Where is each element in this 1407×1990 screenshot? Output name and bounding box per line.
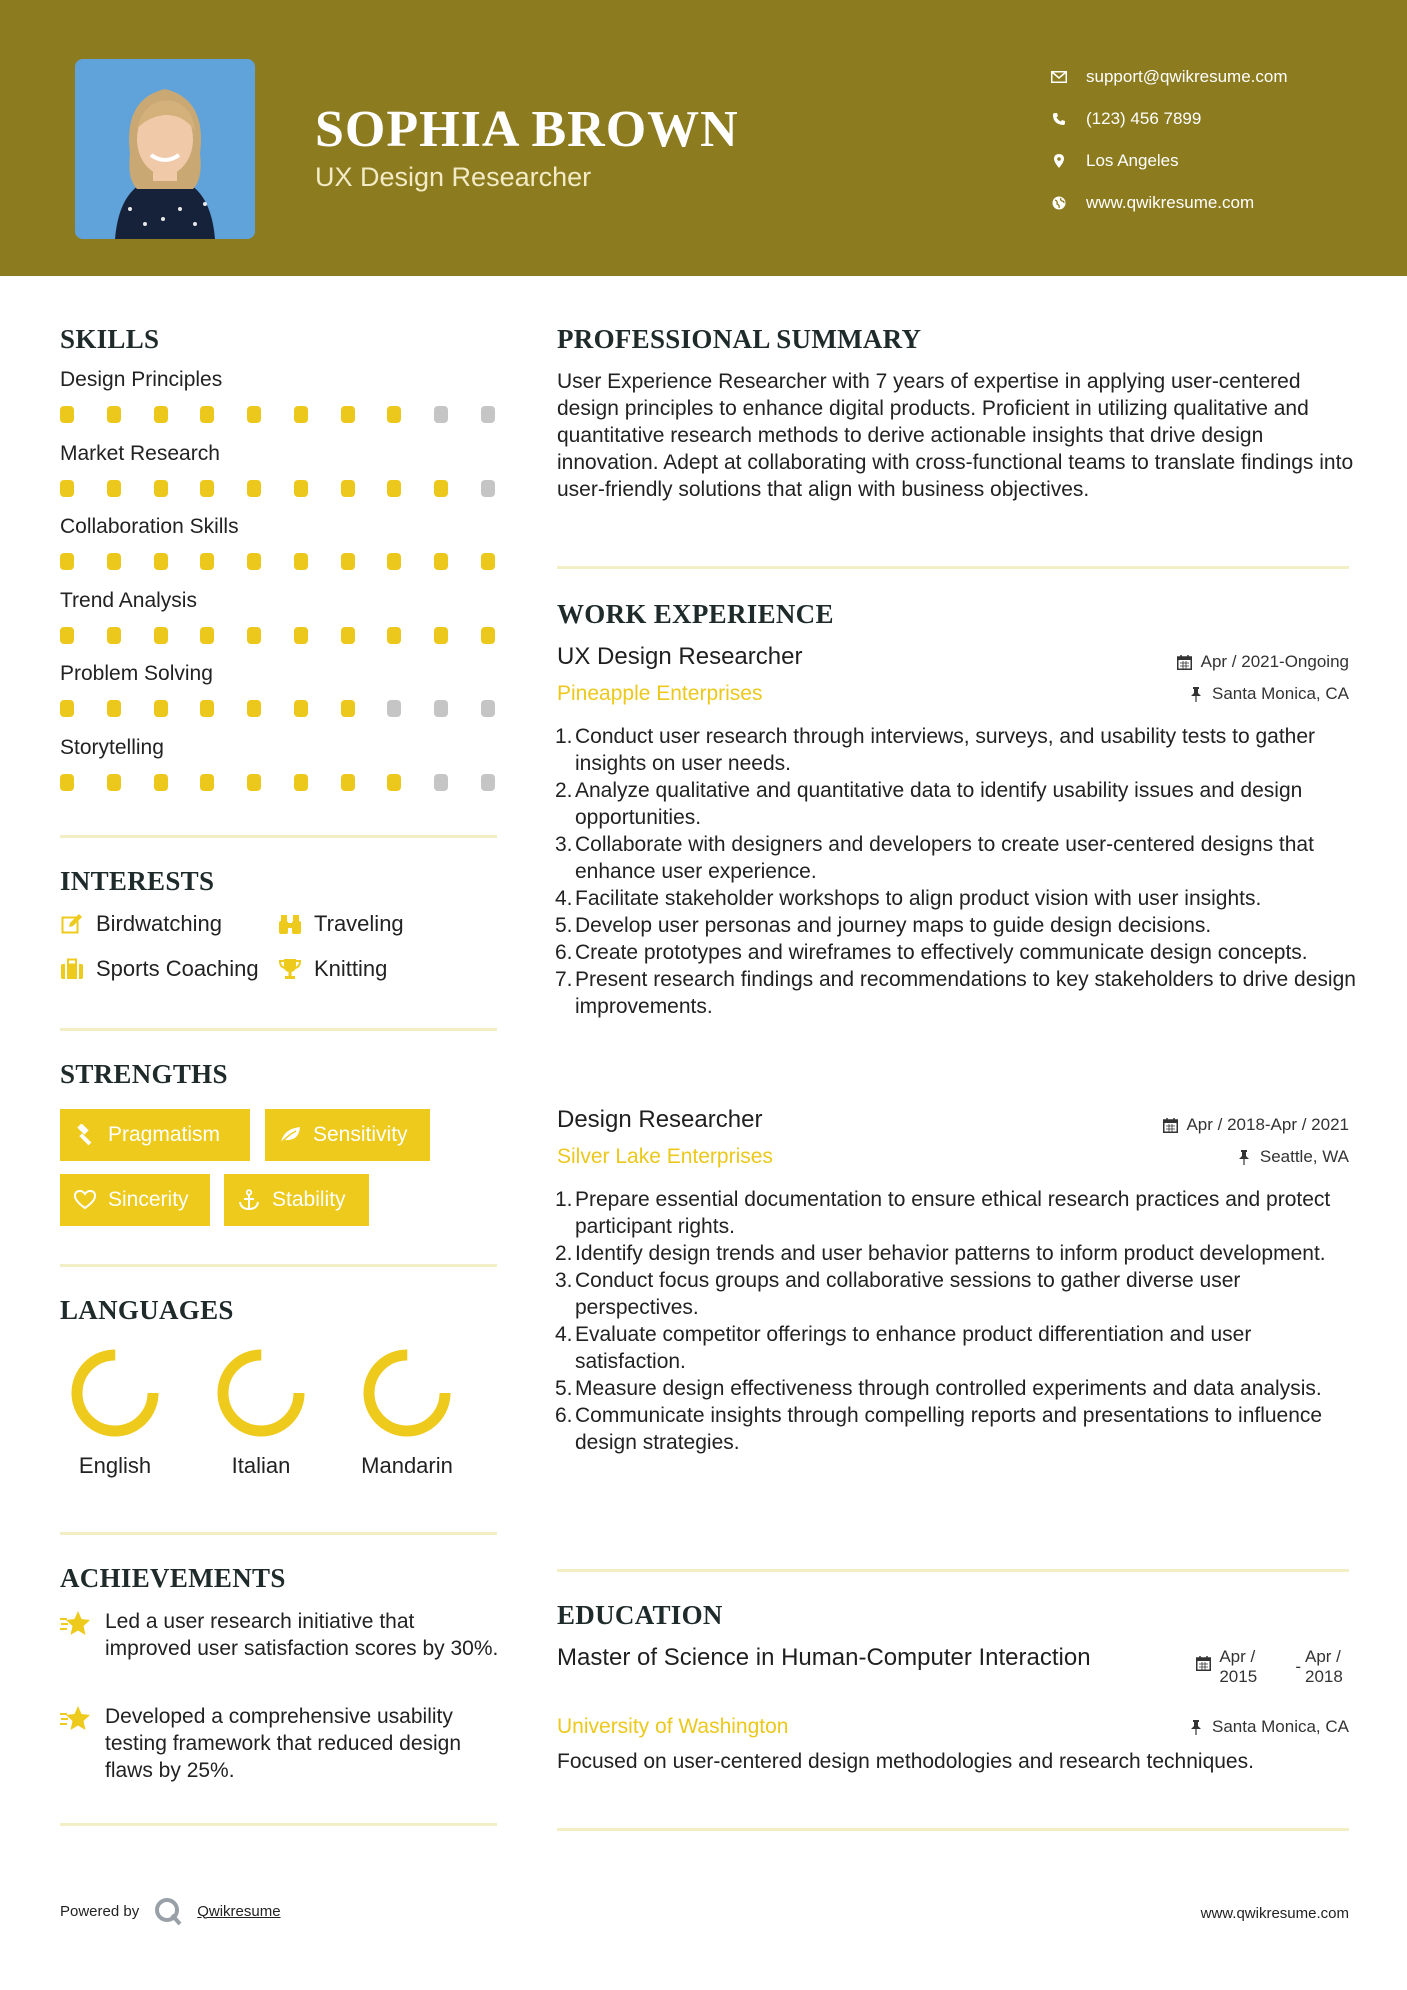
star-icon [60, 1610, 94, 1638]
language-item [352, 1347, 462, 1479]
duty-text: Conduct focus groups and collaborative sessions to gather diverse user perspectives. [575, 1269, 1241, 1319]
rating-dot-filled [247, 627, 261, 644]
rating-dot-filled [60, 700, 74, 717]
interest-item [278, 956, 387, 982]
skill-name: Design Principles [60, 368, 223, 391]
rating-dot-filled [200, 627, 214, 644]
skill-name: Collaboration Skills [60, 515, 239, 538]
strengths-heading: STRENGTHS [60, 1059, 228, 1089]
interests-heading: INTERESTS [60, 866, 215, 896]
duty-text: Prepare essential documentation to ensure ethical research practices and protect participant rights. [575, 1188, 1331, 1238]
rating-dot-filled [154, 774, 168, 791]
phone-text: (123) 456 7899 [1086, 109, 1202, 128]
rating-dot-empty [434, 774, 448, 791]
languages-heading: LANGUAGES [60, 1295, 234, 1325]
calendar-icon [1195, 1655, 1211, 1671]
location-pin-icon [1050, 152, 1068, 170]
rating-dot-filled [107, 700, 121, 717]
duty-number: 3. [555, 1269, 573, 1292]
rating-dot-empty [481, 774, 495, 791]
duty-item [557, 885, 1357, 912]
rating-dot-filled [107, 406, 121, 423]
duty-text: Evaluate competitor offerings to enhance product differentiation and user satisfaction. [575, 1323, 1252, 1373]
job-title: UX Design Researcher [557, 643, 803, 670]
skill-rating [60, 480, 500, 498]
rating-dot-filled [60, 480, 74, 497]
rating-dot-filled [341, 480, 355, 497]
rating-dot-filled [341, 627, 355, 644]
pencil-square-icon [60, 912, 84, 936]
skill-name: Trend Analysis [60, 588, 197, 612]
job-duties-list [557, 1186, 1357, 1456]
duty-number: 2. [555, 779, 573, 802]
divider [60, 1532, 497, 1535]
experience-heading: WORK EXPERIENCE [557, 599, 834, 629]
divider [557, 566, 1349, 569]
job-location-text: Seattle, WA [1259, 1147, 1349, 1166]
strength-label: Stability [272, 1188, 346, 1211]
skill-rating [60, 406, 500, 424]
rating-dot-filled [200, 406, 214, 423]
language-item [206, 1347, 316, 1479]
email-text: support@qwikresume.com [1086, 67, 1288, 86]
duty-item [557, 1321, 1357, 1375]
trophy-icon [278, 957, 302, 981]
job-location [1236, 1147, 1349, 1167]
rating-dot-filled [200, 553, 214, 570]
duty-number: 5. [555, 914, 573, 937]
rating-dot-filled [107, 774, 121, 791]
interest-label: Knitting [314, 956, 388, 981]
skill-name: Storytelling [60, 735, 164, 759]
job-location-text: Santa Monica, CA [1211, 684, 1349, 703]
school-name: University of Washington [557, 1715, 789, 1738]
education-heading: EDUCATION [557, 1600, 723, 1630]
achievement-text: Led a user research initiative that improved user satisfaction scores by 30%. [105, 1610, 499, 1660]
language-name: English [78, 1453, 152, 1478]
duty-text: Communicate insights through compelling reports and presentations to influence design strategies. [575, 1404, 1323, 1454]
language-ring [215, 1347, 307, 1439]
summary-text: User Experience Researcher with 7 years of expertise in applying user-centered design principles to enhance digital products. Proficient in utilizing qualitative and quantitative research methods to derive actionable insights that drive design innovation. Adept at collaborating with cross-functional teams to translate findings into user-friendly solutions that align with business objectives. [557, 370, 1354, 501]
job-dates [1162, 1115, 1349, 1135]
qwikresume-logo-icon [153, 1896, 183, 1926]
duty-text: Analyze qualitative and quantitative data to identify usability issues and design opportunities. [575, 779, 1303, 829]
rating-dot-filled [200, 774, 214, 791]
skill-name: Problem Solving [60, 662, 213, 685]
summary-heading: PROFESSIONAL SUMMARY [557, 324, 922, 354]
interest-label: Sports Coaching [96, 956, 259, 981]
strength-tag [224, 1174, 369, 1226]
skills-heading: SKILLS [60, 324, 160, 354]
rating-dot-empty [481, 480, 495, 497]
rating-dot-filled [247, 406, 261, 423]
heart-icon [74, 1189, 96, 1211]
rating-dot-filled [481, 553, 495, 570]
education-location-text: Santa Monica, CA [1211, 1717, 1349, 1736]
duty-item [557, 831, 1357, 885]
rating-dot-filled [107, 627, 121, 644]
duty-number: 5. [555, 1377, 573, 1400]
rating-dot-filled [60, 627, 74, 644]
duty-number: 2. [555, 1242, 573, 1265]
rating-dot-filled [247, 480, 261, 497]
rating-dot-filled [294, 480, 308, 497]
duty-number: 1. [555, 1188, 573, 1211]
rating-dot-filled [247, 700, 261, 717]
strength-label: Pragmatism [108, 1123, 221, 1146]
pushpin-icon [1236, 1149, 1252, 1165]
calendar-icon [1162, 1117, 1178, 1133]
pushpin-icon [1188, 686, 1204, 702]
language-item [60, 1347, 170, 1479]
location-text: Los Angeles [1086, 151, 1179, 170]
rating-dot-empty [481, 700, 495, 717]
rating-dot-filled [200, 480, 214, 497]
rating-dot-filled [294, 700, 308, 717]
rating-dot-filled [294, 406, 308, 423]
skill-rating [60, 774, 500, 792]
degree-title: Master of Science in Human-Computer Interaction [557, 1644, 1091, 1671]
rating-dot-filled [107, 480, 121, 497]
briefcase-icon [60, 957, 84, 981]
skill-rating [60, 553, 500, 571]
duty-item [557, 1375, 1357, 1402]
duty-number: 6. [555, 941, 573, 964]
duty-item [557, 966, 1357, 1020]
duty-text: Collaborate with designers and developers to create user-centered designs that enhance user experience. [575, 833, 1314, 883]
divider [60, 1028, 497, 1031]
rating-dot-filled [247, 774, 261, 791]
candidate-title: UX Design Researcher [315, 162, 592, 192]
divider [60, 1823, 497, 1826]
rating-dot-filled [434, 553, 448, 570]
duty-item [557, 723, 1357, 777]
star-icon [60, 1705, 94, 1733]
date-separator: - [1295, 1657, 1301, 1676]
rating-dot-filled [200, 700, 214, 717]
rating-dot-filled [107, 553, 121, 570]
rating-dot-filled [154, 700, 168, 717]
rating-dot-filled [341, 700, 355, 717]
duty-number: 4. [555, 1323, 573, 1346]
duty-number: 4. [555, 887, 573, 910]
language-name: Mandarin [361, 1453, 453, 1478]
footer-powered-by [60, 1896, 281, 1926]
duty-text: Present research findings and recommendations to key stakeholders to drive design improvements. [575, 968, 1356, 1018]
rating-dot-filled [387, 627, 401, 644]
company-name: Silver Lake Enterprises [557, 1145, 773, 1168]
rating-dot-filled [481, 627, 495, 644]
duty-item [557, 777, 1357, 831]
duty-item [557, 912, 1357, 939]
strength-tag [60, 1109, 250, 1161]
pushpin-icon [1188, 1719, 1204, 1735]
leaf-icon [279, 1124, 301, 1146]
rating-dot-filled [387, 406, 401, 423]
interest-item [60, 911, 222, 937]
duty-number: 3. [555, 833, 573, 856]
envelope-icon [1050, 68, 1068, 86]
gavel-icon [74, 1124, 96, 1146]
calendar-icon [1177, 654, 1193, 670]
duty-number: 6. [555, 1404, 573, 1427]
job-dates [1177, 652, 1349, 672]
rating-dot-filled [434, 480, 448, 497]
duty-item [557, 1186, 1357, 1240]
duty-item [557, 939, 1357, 966]
job-title: Design Researcher [557, 1106, 763, 1133]
education-description: Focused on user-centered design methodologies and research techniques. [557, 1750, 1254, 1773]
globe-icon [1050, 194, 1068, 212]
company-name: Pineapple Enterprises [557, 682, 763, 705]
rating-dot-filled [387, 553, 401, 570]
interest-label: Birdwatching [96, 911, 222, 936]
rating-dot-filled [247, 553, 261, 570]
rating-dot-filled [294, 774, 308, 791]
strength-label: Sensitivity [313, 1123, 408, 1146]
strength-label: Sincerity [108, 1188, 189, 1211]
website-text: www.qwikresume.com [1086, 193, 1255, 212]
rating-dot-filled [341, 553, 355, 570]
rating-dot-filled [341, 774, 355, 791]
duty-item [557, 1402, 1357, 1456]
duty-text: Develop user personas and journey maps to guide design decisions. [575, 914, 1212, 937]
duty-item [557, 1240, 1357, 1267]
education-start: Apr / 2015 [1219, 1647, 1258, 1686]
skill-rating [60, 627, 500, 645]
divider [557, 1828, 1349, 1831]
rating-dot-filled [154, 627, 168, 644]
interest-label: Traveling [314, 911, 404, 936]
language-name: Italian [231, 1453, 291, 1478]
strength-tag [265, 1109, 430, 1161]
rating-dot-empty [434, 406, 448, 423]
rating-dot-filled [341, 406, 355, 423]
achievement-text: Developed a comprehensive usability testing framework that reduced design flaws by 25%. [105, 1705, 462, 1782]
divider [557, 1569, 1349, 1572]
language-level-arc [223, 1355, 299, 1431]
resume-header [0, 0, 1407, 276]
language-ring [361, 1347, 453, 1439]
duty-text: Facilitate stakeholder workshops to align product vision with user insights. [575, 887, 1262, 910]
binoculars-icon [278, 912, 302, 936]
interest-item [278, 911, 404, 937]
rating-dot-empty [481, 406, 495, 423]
rating-dot-filled [60, 774, 74, 791]
duty-number: 1. [555, 725, 573, 748]
strength-tag [60, 1174, 210, 1226]
rating-dot-empty [387, 700, 401, 717]
rating-dot-filled [387, 480, 401, 497]
rating-dot-filled [387, 774, 401, 791]
job-dates-text: Apr / 2021-Ongoing [1200, 652, 1349, 671]
achievements-heading: ACHIEVEMENTS [60, 1563, 286, 1593]
rating-dot-filled [154, 480, 168, 497]
divider [60, 1264, 497, 1267]
rating-dot-filled [60, 553, 74, 570]
duty-text: Create prototypes and wireframes to effectively communicate design concepts. [575, 941, 1308, 964]
brand-link[interactable]: Qwikresume [197, 1902, 281, 1920]
job-location [1188, 684, 1349, 704]
duty-number: 7. [555, 968, 573, 991]
rating-dot-filled [294, 627, 308, 644]
anchor-icon [238, 1189, 260, 1211]
duty-text: Identify design trends and user behavior patterns to inform product development. [575, 1242, 1326, 1265]
education-location [1188, 1717, 1349, 1737]
duty-item [557, 1267, 1357, 1321]
skill-rating [60, 700, 500, 718]
rating-dot-filled [434, 627, 448, 644]
footer-website[interactable]: www.qwikresume.com [1200, 1905, 1349, 1922]
rating-dot-filled [294, 553, 308, 570]
job-dates-text: Apr / 2018-Apr / 2021 [1186, 1115, 1349, 1134]
divider [60, 835, 497, 838]
language-level-arc [77, 1355, 153, 1431]
rating-dot-filled [154, 406, 168, 423]
rating-dot-filled [154, 553, 168, 570]
profile-photo [75, 59, 255, 239]
education-dates [1195, 1647, 1349, 1687]
powered-by-text: Powered by [60, 1902, 140, 1920]
education-end: Apr / 2018 [1305, 1647, 1343, 1686]
duty-text: Measure design effectiveness through controlled experiments and data analysis. [575, 1377, 1322, 1400]
duty-text: Conduct user research through interviews, surveys, and usability tests to gather insights on user needs. [575, 725, 1316, 775]
phone-icon [1050, 110, 1068, 128]
interest-item [60, 956, 259, 982]
skill-name: Market Research [60, 441, 220, 465]
job-duties-list [557, 723, 1357, 1020]
candidate-name: SOPHIA BROWN [315, 101, 739, 158]
rating-dot-empty [434, 700, 448, 717]
language-level-arc [369, 1355, 445, 1431]
rating-dot-filled [60, 406, 74, 423]
language-ring [69, 1347, 161, 1439]
